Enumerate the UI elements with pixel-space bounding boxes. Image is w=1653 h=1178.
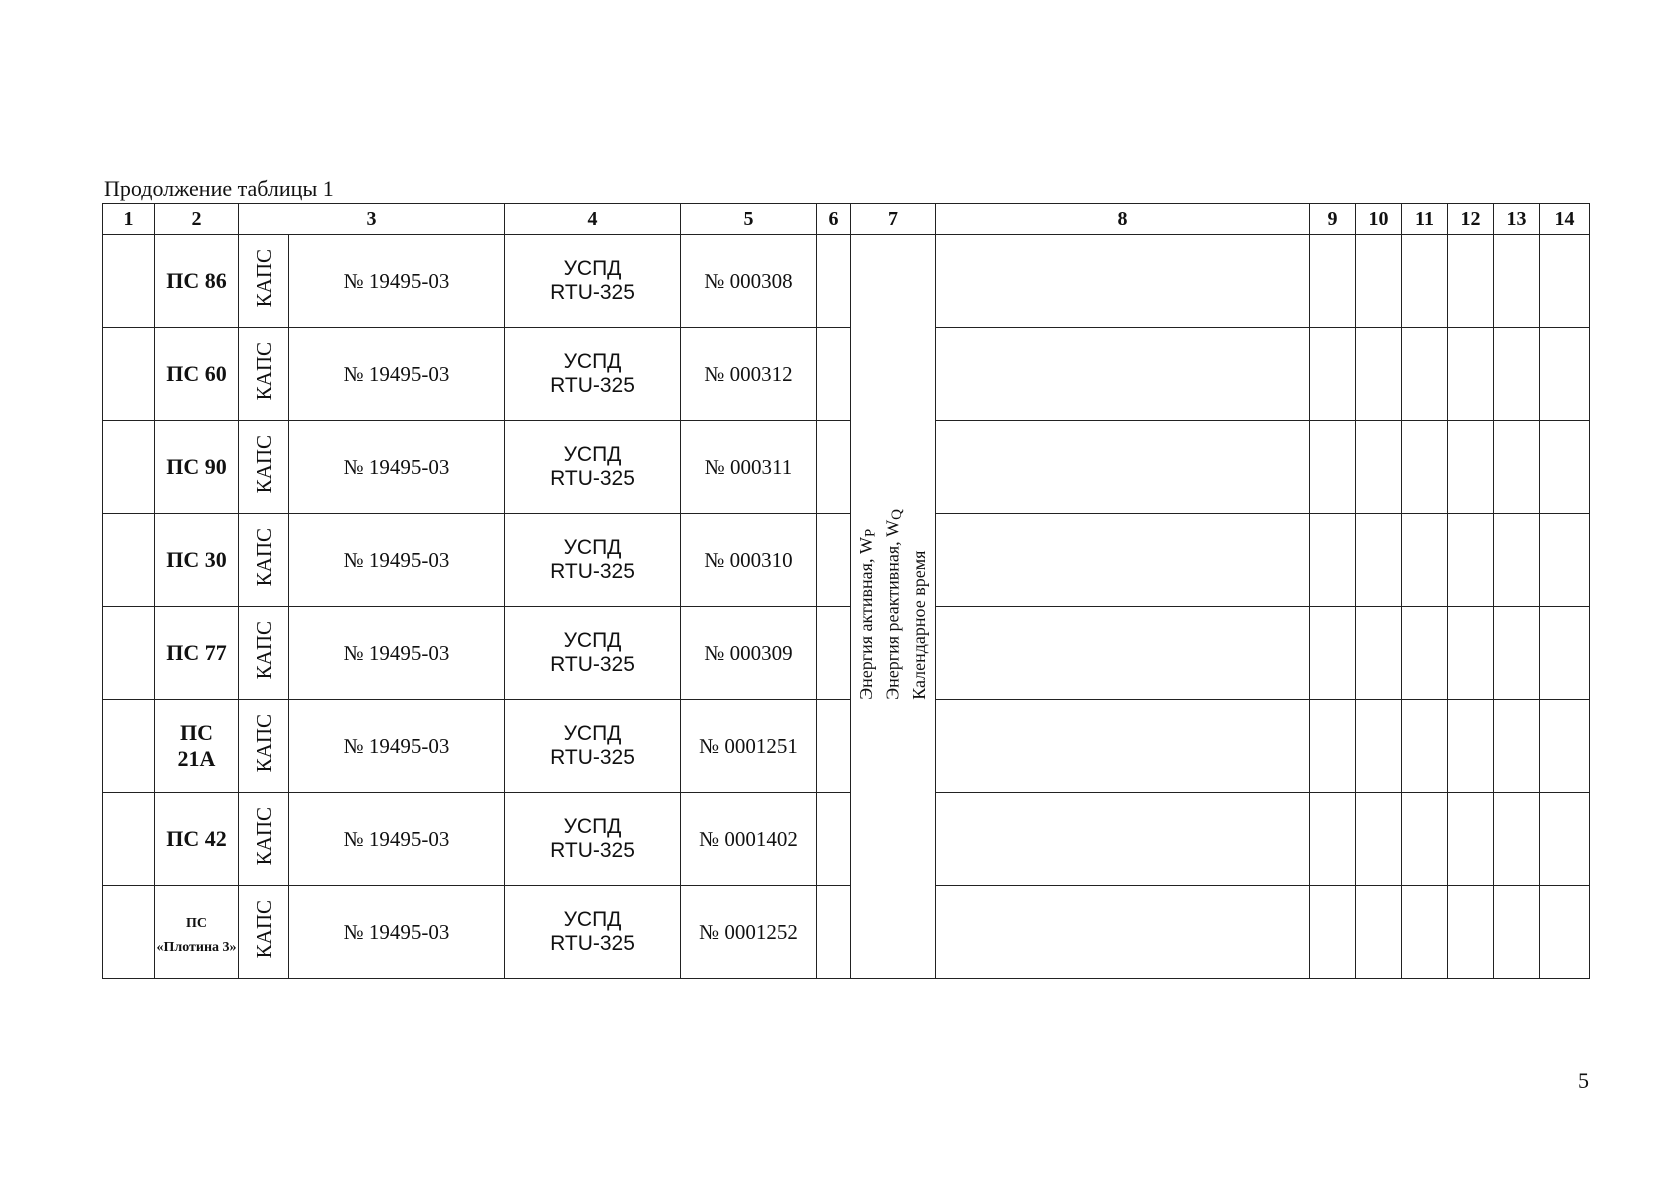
cell-col11 <box>1402 700 1448 793</box>
registration-number: № 19495-03 <box>289 514 505 607</box>
measured-values-cell <box>851 235 936 979</box>
registration-number: № 19495-03 <box>289 235 505 328</box>
header-cell-6: 6 <box>817 204 851 235</box>
cell-col6 <box>817 328 851 421</box>
cell-col9 <box>1310 514 1356 607</box>
registration-number: № 19495-03 <box>289 793 505 886</box>
cell-col13 <box>1494 700 1540 793</box>
cell-col8 <box>936 328 1310 421</box>
cell-col14 <box>1540 235 1590 328</box>
header-cell-8: 8 <box>936 204 1310 235</box>
header-row <box>103 204 1590 235</box>
registration-number: № 19495-03 <box>289 886 505 979</box>
table-row <box>103 235 1590 328</box>
device-type: УСПД RTU-325 <box>505 793 681 886</box>
table-row <box>103 793 1590 886</box>
cell-col13 <box>1494 421 1540 514</box>
cell-col13 <box>1494 793 1540 886</box>
cell-col6 <box>817 235 851 328</box>
cell-col13 <box>1494 886 1540 979</box>
cell-col11 <box>1402 886 1448 979</box>
cell-col6 <box>817 700 851 793</box>
cell-col14 <box>1540 514 1590 607</box>
cell-col8 <box>936 235 1310 328</box>
header-cell-13: 13 <box>1494 204 1540 235</box>
cell-col1 <box>103 793 155 886</box>
substation-name: ПС 60 <box>155 328 239 421</box>
cell-col10 <box>1356 235 1402 328</box>
system-type: КАПС <box>239 886 289 979</box>
serial-number: № 0001252 <box>681 886 817 979</box>
cell-col6 <box>817 421 851 514</box>
table-row <box>103 328 1590 421</box>
cell-col12 <box>1448 886 1494 979</box>
cell-col9 <box>1310 886 1356 979</box>
cell-col10 <box>1356 328 1402 421</box>
cell-col12 <box>1448 235 1494 328</box>
cell-col12 <box>1448 793 1494 886</box>
cell-col10 <box>1356 421 1402 514</box>
substation-name: ПС 77 <box>155 607 239 700</box>
cell-col11 <box>1402 514 1448 607</box>
cell-col12 <box>1448 700 1494 793</box>
substation-name: ПС 21А <box>155 700 239 793</box>
cell-col6 <box>817 514 851 607</box>
substation-name: ПС «Плотина 3» <box>155 886 239 979</box>
substation-name: ПС 30 <box>155 514 239 607</box>
cell-col10 <box>1356 793 1402 886</box>
cell-col12 <box>1448 421 1494 514</box>
cell-col14 <box>1540 700 1590 793</box>
table-caption: Продолжение таблицы 1 <box>104 176 334 201</box>
system-type: КАПС <box>239 514 289 607</box>
device-type: УСПД RTU-325 <box>505 514 681 607</box>
registration-number: № 19495-03 <box>289 421 505 514</box>
cell-col13 <box>1494 235 1540 328</box>
data-table <box>102 203 1590 979</box>
header-cell-11: 11 <box>1402 204 1448 235</box>
cell-col14 <box>1540 886 1590 979</box>
device-type: УСПД RTU-325 <box>505 421 681 514</box>
cell-col1 <box>103 607 155 700</box>
cell-col10 <box>1356 607 1402 700</box>
serial-number: № 000309 <box>681 607 817 700</box>
cell-col13 <box>1494 607 1540 700</box>
cell-col10 <box>1356 700 1402 793</box>
cell-col6 <box>817 793 851 886</box>
header-cell-12: 12 <box>1448 204 1494 235</box>
cell-col14 <box>1540 793 1590 886</box>
cell-col11 <box>1402 421 1448 514</box>
cell-col8 <box>936 421 1310 514</box>
system-type: КАПС <box>239 421 289 514</box>
header-cell-5: 5 <box>681 204 817 235</box>
cell-col9 <box>1310 700 1356 793</box>
cell-col10 <box>1356 886 1402 979</box>
cell-col8 <box>936 886 1310 979</box>
cell-col1 <box>103 235 155 328</box>
header-cell-4: 4 <box>505 204 681 235</box>
cell-col11 <box>1402 328 1448 421</box>
substation-name: ПС 42 <box>155 793 239 886</box>
table-row <box>103 514 1590 607</box>
system-type: КАПС <box>239 328 289 421</box>
cell-col12 <box>1448 328 1494 421</box>
cell-col10 <box>1356 514 1402 607</box>
device-type: УСПД RTU-325 <box>505 607 681 700</box>
cell-col1 <box>103 886 155 979</box>
cell-col9 <box>1310 793 1356 886</box>
cell-col12 <box>1448 607 1494 700</box>
registration-number: № 19495-03 <box>289 607 505 700</box>
cell-col9 <box>1310 328 1356 421</box>
system-type: КАПС <box>239 700 289 793</box>
header-cell-3: 3 <box>239 204 505 235</box>
cell-col11 <box>1402 235 1448 328</box>
cell-col9 <box>1310 235 1356 328</box>
table-row <box>103 421 1590 514</box>
device-type: УСПД RTU-325 <box>505 235 681 328</box>
cell-col9 <box>1310 421 1356 514</box>
cell-col8 <box>936 700 1310 793</box>
cell-col9 <box>1310 607 1356 700</box>
cell-col6 <box>817 607 851 700</box>
measured-values-text: Энергия активная, $W_P$ Энергия реактивная, $W_Q$ Календарное время <box>856 508 930 700</box>
cell-col6 <box>817 886 851 979</box>
serial-number: № 000310 <box>681 514 817 607</box>
cell-col1 <box>103 328 155 421</box>
registration-number: № 19495-03 <box>289 328 505 421</box>
device-type: УСПД RTU-325 <box>505 328 681 421</box>
cell-col14 <box>1540 328 1590 421</box>
substation-name: ПС 86 <box>155 235 239 328</box>
registration-number: № 19495-03 <box>289 700 505 793</box>
cell-col1 <box>103 514 155 607</box>
cell-col8 <box>936 514 1310 607</box>
substation-name: ПС 90 <box>155 421 239 514</box>
cell-col14 <box>1540 607 1590 700</box>
page-number: 5 <box>1578 1068 1589 1093</box>
cell-col14 <box>1540 421 1590 514</box>
cell-col1 <box>103 421 155 514</box>
header-cell-10: 10 <box>1356 204 1402 235</box>
header-cell-2: 2 <box>155 204 239 235</box>
system-type: КАПС <box>239 793 289 886</box>
cell-col13 <box>1494 328 1540 421</box>
serial-number: № 000312 <box>681 328 817 421</box>
header-cell-14: 14 <box>1540 204 1590 235</box>
table-row <box>103 886 1590 979</box>
table-row <box>103 700 1590 793</box>
system-type: КАПС <box>239 607 289 700</box>
header-cell-1: 1 <box>103 204 155 235</box>
cell-col12 <box>1448 514 1494 607</box>
cell-col8 <box>936 607 1310 700</box>
system-type: КАПС <box>239 235 289 328</box>
table-row <box>103 607 1590 700</box>
cell-col8 <box>936 793 1310 886</box>
device-type: УСПД RTU-325 <box>505 700 681 793</box>
serial-number: № 0001402 <box>681 793 817 886</box>
header-cell-9: 9 <box>1310 204 1356 235</box>
serial-number: № 000308 <box>681 235 817 328</box>
cell-col11 <box>1402 793 1448 886</box>
serial-number: № 000311 <box>681 421 817 514</box>
header-cell-7: 7 <box>851 204 936 235</box>
device-type: УСПД RTU-325 <box>505 886 681 979</box>
cell-col13 <box>1494 514 1540 607</box>
serial-number: № 0001251 <box>681 700 817 793</box>
cell-col11 <box>1402 607 1448 700</box>
cell-col1 <box>103 700 155 793</box>
